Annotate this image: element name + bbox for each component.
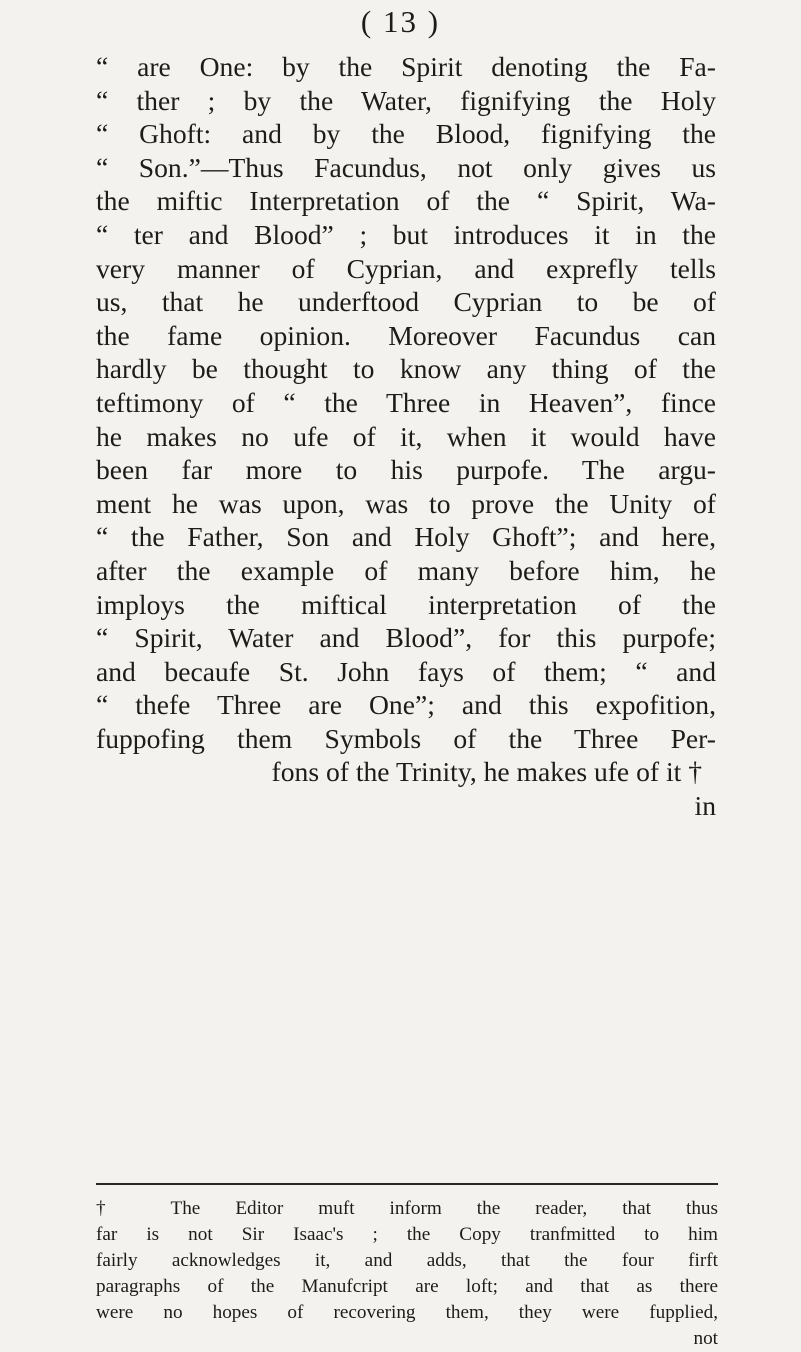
text-line: the fame opinion. Moreover Facundus can: [96, 319, 716, 351]
text-line: ment he was upon, was to prove the Unity of: [96, 487, 716, 519]
text-line: us, that he underftood Cyprian to be of: [96, 286, 716, 318]
footnote-catchword: not: [693, 1328, 718, 1349]
text-line: hardly be thought to know any thing of the: [96, 353, 716, 385]
text-line: “ Ghoft: and by the Blood, fignifying the: [96, 118, 716, 150]
text-line: after the example of many before him, he: [96, 554, 716, 586]
footnote-line: were no hopes of recovering them, they were fupplied,: [96, 1302, 718, 1323]
text-line: “ thefe Three are One”; and this expofition,: [96, 689, 716, 721]
footnote-line: paragraphs of the Manufcript are loft; and that as there: [96, 1276, 718, 1297]
footnote-rule: [96, 1183, 718, 1185]
text-line: imploys the miftical interpretation of the: [96, 588, 716, 620]
text-line: “ ter and Blood” ; but introduces it in the: [96, 218, 716, 250]
footnote-line: † The Editor muft inform the reader, that thus: [96, 1198, 718, 1219]
body-text: [96, 50, 716, 823]
text-line: fuppofing them Symbols of the Three Per-: [96, 722, 716, 754]
text-line: teftimony of “ the Three in Heaven”, fince: [96, 386, 716, 418]
text-line: “ Spirit, Water and Blood”, for this purpofe;: [96, 622, 716, 654]
text-line: fons of the Trinity, he makes ufe of it †: [271, 756, 702, 788]
footnote-line: far is not Sir Isaac's ; the Copy tranfmitted to him: [96, 1224, 718, 1245]
footnote-line: fairly acknowledges it, and adds, that the four firft: [96, 1250, 718, 1271]
text-line: he makes no ufe of it, when it would have: [96, 420, 716, 452]
text-line: and becaufe St. John fays of them; “ and: [96, 655, 716, 687]
text-line: very manner of Cyprian, and exprefly tells: [96, 252, 716, 284]
text-line: been far more to his purpofe. The argu-: [96, 454, 716, 486]
text-line: “ Son.”—Thus Facundus, not only gives us: [96, 151, 716, 183]
text-line: “ are One: by the Spirit denoting the Fa-: [96, 51, 716, 82]
text-line: “ the Father, Son and Holy Ghoft”; and here,: [96, 521, 716, 553]
footnote: [96, 1196, 718, 1352]
page-number: ( 13 ): [360, 4, 441, 39]
text-line: “ ther ; by the Water, fignifying the Holy: [96, 84, 716, 116]
text-line: the miftic Interpretation of the “ Spirit, Wa-: [96, 185, 716, 217]
catchword: in: [694, 790, 716, 822]
